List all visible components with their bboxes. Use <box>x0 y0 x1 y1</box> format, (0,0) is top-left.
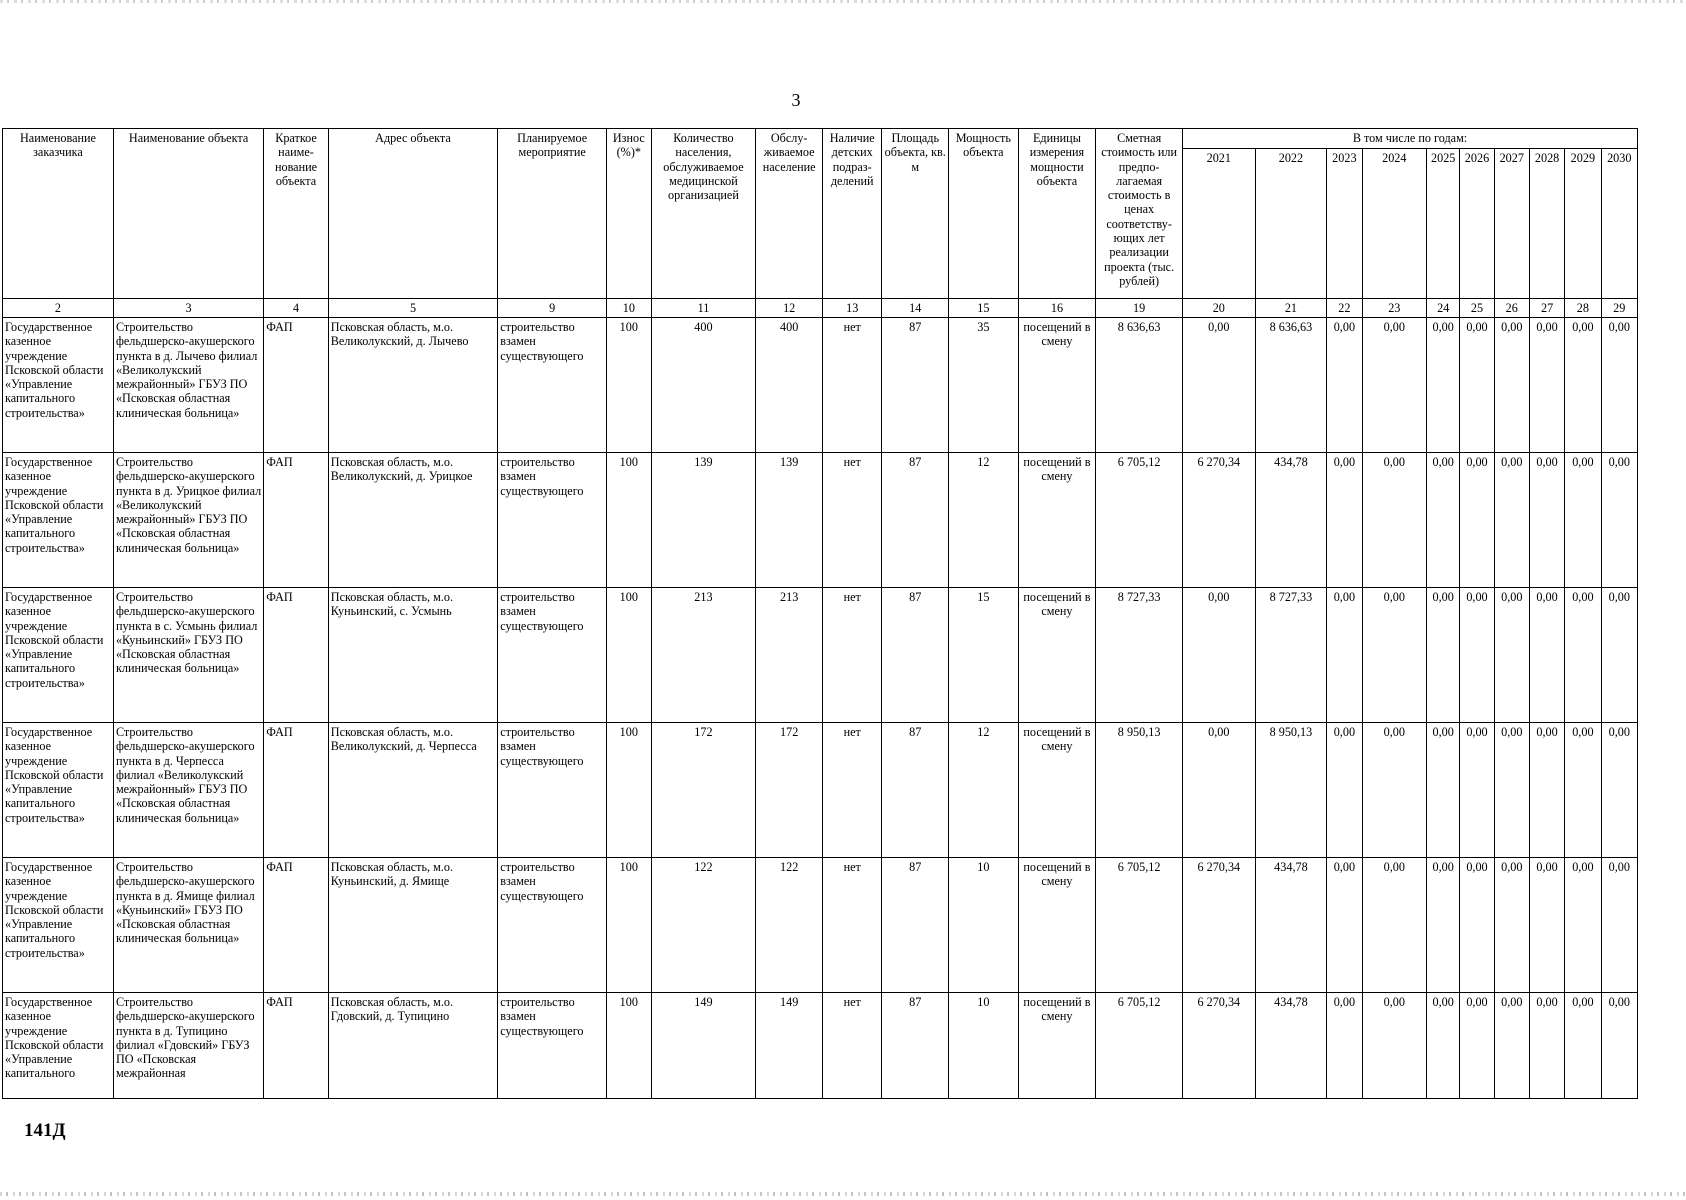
column-number: 14 <box>882 299 949 318</box>
row-wear: 100 <box>607 318 651 453</box>
row-year-2026: 0,00 <box>1460 858 1494 993</box>
row-year-2021: 6 270,34 <box>1183 858 1256 993</box>
scan-edge-bottom <box>0 1192 1686 1196</box>
row-year-2029: 0,00 <box>1565 318 1601 453</box>
row-year-2021: 6 270,34 <box>1183 993 1256 1099</box>
header-year: 2026 <box>1460 149 1494 299</box>
row-area: 87 <box>882 858 949 993</box>
row-planned-action: строительство взамен существующего <box>498 858 607 993</box>
header-customer: Наименование заказчика <box>3 129 114 299</box>
row-year-2026: 0,00 <box>1460 453 1494 588</box>
row-children-units: нет <box>822 588 882 723</box>
row-units: посещений в смену <box>1018 318 1096 453</box>
row-children-units: нет <box>822 858 882 993</box>
row-units: посещений в смену <box>1018 858 1096 993</box>
row-object-name: Строительство фельдшерско-акушерского пункта в с. Усмынь филиал «Куньинский» ГБУЗ ПО «Псковская областная клиническая больница» <box>113 588 263 723</box>
column-number: 23 <box>1362 299 1427 318</box>
row-children-units: нет <box>822 993 882 1099</box>
row-year-2021: 0,00 <box>1183 723 1256 858</box>
row-year-2029: 0,00 <box>1565 723 1601 858</box>
column-number: 10 <box>607 299 651 318</box>
row-short-name: ФАП <box>264 858 329 993</box>
column-number: 4 <box>264 299 329 318</box>
header-year: 2024 <box>1362 149 1427 299</box>
table-row <box>3 723 1638 858</box>
row-children-units: нет <box>822 723 882 858</box>
row-year-2023: 0,00 <box>1327 318 1362 453</box>
header-year: 2021 <box>1183 149 1256 299</box>
row-population: 149 <box>651 993 756 1099</box>
row-year-2026: 0,00 <box>1460 588 1494 723</box>
table-body <box>3 318 1638 1099</box>
row-served: 139 <box>756 453 823 588</box>
row-area: 87 <box>882 318 949 453</box>
page-number: 3 <box>791 90 801 110</box>
column-number: 20 <box>1183 299 1256 318</box>
row-year-2030: 0,00 <box>1601 453 1637 588</box>
row-wear: 100 <box>607 993 651 1099</box>
header-year: 2030 <box>1601 149 1637 299</box>
row-capacity: 15 <box>949 588 1019 723</box>
column-number: 29 <box>1601 299 1637 318</box>
header-population: Количество населения, обслуживаемое медицинской организацией <box>651 129 756 299</box>
table-row <box>3 318 1638 453</box>
row-year-2024: 0,00 <box>1362 723 1427 858</box>
row-year-2030: 0,00 <box>1601 858 1637 993</box>
row-customer: Государственное казенное учреждение Псковской области «Управление капитального <box>3 993 114 1099</box>
row-area: 87 <box>882 588 949 723</box>
row-year-2030: 0,00 <box>1601 318 1637 453</box>
header-units: Единицы измерения мощности объекта <box>1018 129 1096 299</box>
column-number: 27 <box>1529 299 1564 318</box>
row-units: посещений в смену <box>1018 993 1096 1099</box>
column-number: 5 <box>328 299 497 318</box>
row-short-name: ФАП <box>264 588 329 723</box>
row-year-2027: 0,00 <box>1494 588 1529 723</box>
column-number: 12 <box>756 299 823 318</box>
row-address: Псковская область, м.о. Гдовский, д. Тупицино <box>328 993 497 1099</box>
row-short-name: ФАП <box>264 453 329 588</box>
row-wear: 100 <box>607 723 651 858</box>
row-short-name: ФАП <box>264 993 329 1099</box>
row-year-2025: 0,00 <box>1427 453 1460 588</box>
header-by-years: В том числе по годам: <box>1183 129 1638 149</box>
row-year-2025: 0,00 <box>1427 858 1460 993</box>
row-estimated-cost: 8 950,13 <box>1096 723 1183 858</box>
row-units: посещений в смену <box>1018 588 1096 723</box>
column-number: 21 <box>1255 299 1327 318</box>
row-estimated-cost: 8 727,33 <box>1096 588 1183 723</box>
row-year-2022: 8 727,33 <box>1255 588 1327 723</box>
header-children-units: Наличие детских подраз-делений <box>822 129 882 299</box>
column-number: 19 <box>1096 299 1183 318</box>
row-planned-action: строительство взамен существующего <box>498 453 607 588</box>
row-estimated-cost: 6 705,12 <box>1096 453 1183 588</box>
table-row <box>3 588 1638 723</box>
header-year: 2025 <box>1427 149 1460 299</box>
row-year-2021: 0,00 <box>1183 588 1256 723</box>
row-year-2024: 0,00 <box>1362 588 1427 723</box>
row-year-2029: 0,00 <box>1565 993 1601 1099</box>
column-number: 9 <box>498 299 607 318</box>
header-capacity: Мощность объекта <box>949 129 1019 299</box>
row-year-2027: 0,00 <box>1494 318 1529 453</box>
row-units: посещений в смену <box>1018 453 1096 588</box>
row-customer: Государственное казенное учреждение Псковской области «Управление капитального строительства» <box>3 723 114 858</box>
column-number: 28 <box>1565 299 1601 318</box>
header-year: 2022 <box>1255 149 1327 299</box>
objects-table <box>2 128 1638 1099</box>
header-year: 2023 <box>1327 149 1362 299</box>
row-year-2027: 0,00 <box>1494 723 1529 858</box>
row-served: 172 <box>756 723 823 858</box>
row-children-units: нет <box>822 318 882 453</box>
row-customer: Государственное казенное учреждение Псковской области «Управление капитального строительства» <box>3 318 114 453</box>
row-year-2030: 0,00 <box>1601 723 1637 858</box>
row-year-2028: 0,00 <box>1529 588 1564 723</box>
header-estimated-cost: Сметная стоимость или предпо-лагаемая стоимость в ценах соответству-ющих лет реализации проекта (тыс. рублей) <box>1096 129 1183 299</box>
row-address: Псковская область, м.о. Великолукский, д. Урицкое <box>328 453 497 588</box>
row-customer: Государственное казенное учреждение Псковской области «Управление капитального строительства» <box>3 588 114 723</box>
row-year-2029: 0,00 <box>1565 453 1601 588</box>
row-area: 87 <box>882 993 949 1099</box>
row-area: 87 <box>882 723 949 858</box>
row-population: 400 <box>651 318 756 453</box>
header-year: 2028 <box>1529 149 1564 299</box>
header-area: Площадь объекта, кв. м <box>882 129 949 299</box>
column-number: 24 <box>1427 299 1460 318</box>
column-number: 22 <box>1327 299 1362 318</box>
row-year-2027: 0,00 <box>1494 453 1529 588</box>
row-year-2023: 0,00 <box>1327 723 1362 858</box>
column-number: 25 <box>1460 299 1494 318</box>
row-estimated-cost: 6 705,12 <box>1096 993 1183 1099</box>
column-number: 15 <box>949 299 1019 318</box>
row-served: 400 <box>756 318 823 453</box>
row-planned-action: строительство взамен существующего <box>498 318 607 453</box>
row-object-name: Строительство фельдшерско-акушерского пункта в д. Урицкое филиал «Великолукский межрайонный» ГБУЗ ПО «Псковская областная клиническая больница» <box>113 453 263 588</box>
row-population: 122 <box>651 858 756 993</box>
row-population: 139 <box>651 453 756 588</box>
row-object-name: Строительство фельдшерско-акушерского пункта в д. Тупицино филиал «Гдовский» ГБУЗ ПО «Псковская межрайонная <box>113 993 263 1099</box>
row-year-2023: 0,00 <box>1327 453 1362 588</box>
column-number: 13 <box>822 299 882 318</box>
table-header <box>3 129 1638 318</box>
row-year-2024: 0,00 <box>1362 858 1427 993</box>
row-year-2028: 0,00 <box>1529 858 1564 993</box>
row-capacity: 12 <box>949 453 1019 588</box>
row-planned-action: строительство взамен существующего <box>498 588 607 723</box>
row-customer: Государственное казенное учреждение Псковской области «Управление капитального строительства» <box>3 453 114 588</box>
row-year-2024: 0,00 <box>1362 993 1427 1099</box>
row-children-units: нет <box>822 453 882 588</box>
row-estimated-cost: 6 705,12 <box>1096 858 1183 993</box>
row-area: 87 <box>882 453 949 588</box>
row-object-name: Строительство фельдшерско-акушерского пункта в д. Черпесса филиал «Великолукский межрайонный» ГБУЗ ПО «Псковская областная клиническая больница» <box>113 723 263 858</box>
row-estimated-cost: 8 636,63 <box>1096 318 1183 453</box>
header-served: Обслу-живаемое население <box>756 129 823 299</box>
row-served: 149 <box>756 993 823 1099</box>
row-served: 122 <box>756 858 823 993</box>
row-year-2022: 434,78 <box>1255 858 1327 993</box>
row-year-2023: 0,00 <box>1327 993 1362 1099</box>
row-year-2022: 434,78 <box>1255 993 1327 1099</box>
row-year-2030: 0,00 <box>1601 588 1637 723</box>
row-population: 213 <box>651 588 756 723</box>
row-year-2028: 0,00 <box>1529 453 1564 588</box>
row-capacity: 12 <box>949 723 1019 858</box>
column-number: 11 <box>651 299 756 318</box>
header-year: 2029 <box>1565 149 1601 299</box>
row-year-2026: 0,00 <box>1460 318 1494 453</box>
column-number: 26 <box>1494 299 1529 318</box>
row-wear: 100 <box>607 453 651 588</box>
row-capacity: 35 <box>949 318 1019 453</box>
row-year-2024: 0,00 <box>1362 453 1427 588</box>
row-year-2025: 0,00 <box>1427 318 1460 453</box>
row-address: Псковская область, м.о. Куньинский, с. Усмынь <box>328 588 497 723</box>
scan-edge-top <box>0 0 1686 3</box>
header-object-name: Наименование объекта <box>113 129 263 299</box>
row-year-2022: 8 950,13 <box>1255 723 1327 858</box>
row-wear: 100 <box>607 858 651 993</box>
row-year-2024: 0,00 <box>1362 318 1427 453</box>
row-short-name: ФАП <box>264 723 329 858</box>
column-number: 3 <box>113 299 263 318</box>
row-wear: 100 <box>607 588 651 723</box>
row-year-2025: 0,00 <box>1427 588 1460 723</box>
row-short-name: ФАП <box>264 318 329 453</box>
row-year-2028: 0,00 <box>1529 993 1564 1099</box>
row-year-2030: 0,00 <box>1601 993 1637 1099</box>
document-code: 141Д <box>24 1120 66 1141</box>
row-year-2025: 0,00 <box>1427 723 1460 858</box>
row-customer: Государственное казенное учреждение Псковской области «Управление капитального строительства» <box>3 858 114 993</box>
row-year-2022: 8 636,63 <box>1255 318 1327 453</box>
row-served: 213 <box>756 588 823 723</box>
header-wear: Износ (%)* <box>607 129 651 299</box>
header-short-name: Краткое наиме-нование объекта <box>264 129 329 299</box>
row-year-2022: 434,78 <box>1255 453 1327 588</box>
row-units: посещений в смену <box>1018 723 1096 858</box>
row-planned-action: строительство взамен существующего <box>498 723 607 858</box>
row-year-2023: 0,00 <box>1327 858 1362 993</box>
row-year-2028: 0,00 <box>1529 723 1564 858</box>
table-row <box>3 993 1638 1099</box>
header-planned-action: Планируемое мероприятие <box>498 129 607 299</box>
row-address: Псковская область, м.о. Куньинский, д. Ямище <box>328 858 497 993</box>
column-number: 2 <box>3 299 114 318</box>
row-year-2021: 0,00 <box>1183 318 1256 453</box>
row-address: Псковская область, м.о. Великолукский, д. Черпесса <box>328 723 497 858</box>
row-capacity: 10 <box>949 993 1019 1099</box>
row-year-2027: 0,00 <box>1494 858 1529 993</box>
row-address: Псковская область, м.о. Великолукский, д. Лычево <box>328 318 497 453</box>
table-row <box>3 858 1638 993</box>
row-year-2026: 0,00 <box>1460 723 1494 858</box>
row-capacity: 10 <box>949 858 1019 993</box>
column-number-row <box>3 299 1638 318</box>
row-object-name: Строительство фельдшерско-акушерского пункта в д. Ямище филиал «Куньинский» ГБУЗ ПО «Псковская областная клиническая больница» <box>113 858 263 993</box>
row-planned-action: строительство взамен существующего <box>498 993 607 1099</box>
row-year-2026: 0,00 <box>1460 993 1494 1099</box>
row-year-2025: 0,00 <box>1427 993 1460 1099</box>
row-year-2029: 0,00 <box>1565 858 1601 993</box>
row-population: 172 <box>651 723 756 858</box>
row-year-2021: 6 270,34 <box>1183 453 1256 588</box>
row-year-2029: 0,00 <box>1565 588 1601 723</box>
header-address: Адрес объекта <box>328 129 497 299</box>
row-year-2027: 0,00 <box>1494 993 1529 1099</box>
row-year-2028: 0,00 <box>1529 318 1564 453</box>
table-row <box>3 453 1638 588</box>
header-year: 2027 <box>1494 149 1529 299</box>
row-year-2023: 0,00 <box>1327 588 1362 723</box>
row-object-name: Строительство фельдшерско-акушерского пункта в д. Лычево филиал «Великолукский межрайонный» ГБУЗ ПО «Псковская областная клиническая больница» <box>113 318 263 453</box>
column-number: 16 <box>1018 299 1096 318</box>
